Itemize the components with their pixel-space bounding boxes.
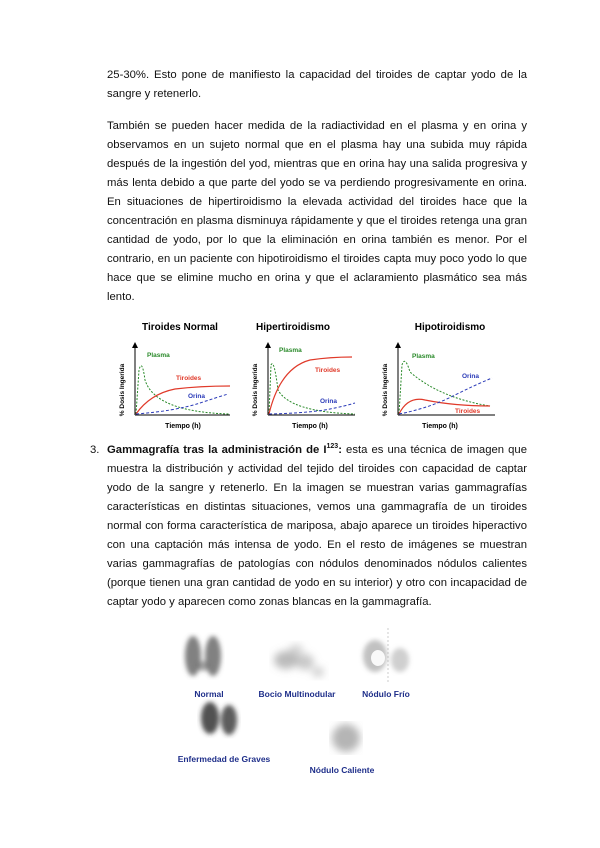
scan-label-normal: Normal bbox=[194, 689, 224, 699]
tiroides-curve-hiper bbox=[269, 357, 352, 414]
orina-label-hiper: Orina bbox=[320, 398, 337, 405]
y-axis-label-normal: % Dosis Ingerida bbox=[119, 363, 126, 417]
scan-label-bocio: Bocio Multinodular bbox=[258, 689, 336, 699]
chart-panel-hipo bbox=[382, 322, 495, 430]
gammagrafia-body: esta es una técnica de imagen que muestra la distribución y actividad del tejido del tiroides con capacidad de captar yodo de la sangre y retenerlo. En la imagen se muestran varias gammagrafías características en distintas situaciones, vemos una gammagrafía de un tiroides normal con forma característica de mariposa, abajo aparece un tiroides hiperactivo con una captación más intensa de yodo. En el resto de imágenes se muestran varias gammagrafías de patologías con nódulos denominados nódulos calientes (porque tienen una gran cantidad de yodo en su interior) y otro con incapacidad de captar yodo y aparecen como zonas blancas en la gammagrafía. bbox=[107, 444, 527, 608]
y-axis-label-hipo: % Dosis Ingerida bbox=[382, 363, 389, 417]
chart-title-hipo: Hipotiroidismo bbox=[414, 322, 486, 333]
orina-curve-normal bbox=[136, 394, 228, 414]
list-number-3: 3. bbox=[90, 444, 100, 456]
scan-graves bbox=[201, 702, 237, 735]
gammagrafias-figure bbox=[0, 620, 600, 780]
gammagrafia-title bbox=[107, 444, 342, 456]
dosis-charts-figure bbox=[0, 310, 600, 435]
x-axis-label-hiper: Tiempo (h) bbox=[292, 423, 328, 430]
isotope-superscript: 123 bbox=[326, 443, 339, 451]
plasma-label-hipo: Plasma bbox=[412, 353, 435, 360]
scan-label-caliente: Nódulo Caliente bbox=[309, 765, 375, 775]
orina-label-normal: Orina bbox=[188, 393, 205, 400]
scan-normal bbox=[185, 636, 221, 676]
y-axis-label-hiper: % Dosis Ingerida bbox=[252, 363, 259, 417]
x-axis-label-hipo: Tiempo (h) bbox=[422, 423, 458, 430]
orina-label-hipo: Orina bbox=[462, 373, 479, 380]
tiroides-label-normal: Tiroides bbox=[176, 375, 202, 382]
paragraph-radiactividad: También se pueden hacer medida de la radiactividad en el plasma y en orina y observamos en un sujeto normal que en el plasma hay una subida muy rápida después de la ingestión del yod, mientras que en orina hay una salida progresiva y más lenta debido a que parte del yodo se va perdiendo progresivamente en orina. En situaciones de hipertiroidismo la elevada actividad del tiroides hace que la concentración en plasma disminuya rápidamente y que el tiroides retenga una gran cantidad de yodo, por lo que la eliminación en orina también es menor. Por el contrario, en un paciente con hipotiroidismo el tiroides capta muy poco yodo lo que hace que se elimine mucho en orina y que el aclaramiento plasmático sea más lento. bbox=[107, 120, 527, 303]
paragraph-gammagrafia bbox=[107, 441, 527, 612]
tiroides-label-hiper: Tiroides bbox=[315, 367, 341, 374]
plasma-curve-normal bbox=[136, 366, 230, 414]
tiroides-label-hipo: Tiroides bbox=[455, 408, 481, 415]
scan-label-frio: Nódulo Frío bbox=[362, 689, 410, 699]
chart-panel-normal bbox=[119, 322, 230, 430]
chart-title-hiper: Hipertiroidismo bbox=[256, 322, 330, 333]
scan-frio bbox=[363, 628, 409, 682]
plasma-label-hiper: Plasma bbox=[279, 347, 302, 354]
chart-panel-hiper bbox=[252, 322, 355, 430]
orina-curve-hiper bbox=[269, 403, 355, 414]
x-axis-label-normal: Tiempo (h) bbox=[165, 423, 201, 430]
scan-caliente bbox=[332, 724, 360, 752]
gammagrafia-title-colon: : bbox=[338, 444, 342, 456]
scan-label-graves: Enfermedad de Graves bbox=[177, 754, 271, 764]
paragraph-intro: 25-30%. Esto pone de manifiesto la capacidad del tiroides de captar yodo de la sangre y retenerlo. bbox=[107, 69, 527, 100]
gammagrafia-title-text: Gammagrafía tras la administración de I bbox=[107, 444, 327, 456]
chart-title-normal: Tiroides Normal bbox=[142, 322, 218, 333]
scan-bocio bbox=[274, 644, 324, 677]
plasma-label-normal: Plasma bbox=[147, 352, 170, 359]
plasma-curve-hiper bbox=[269, 364, 355, 414]
